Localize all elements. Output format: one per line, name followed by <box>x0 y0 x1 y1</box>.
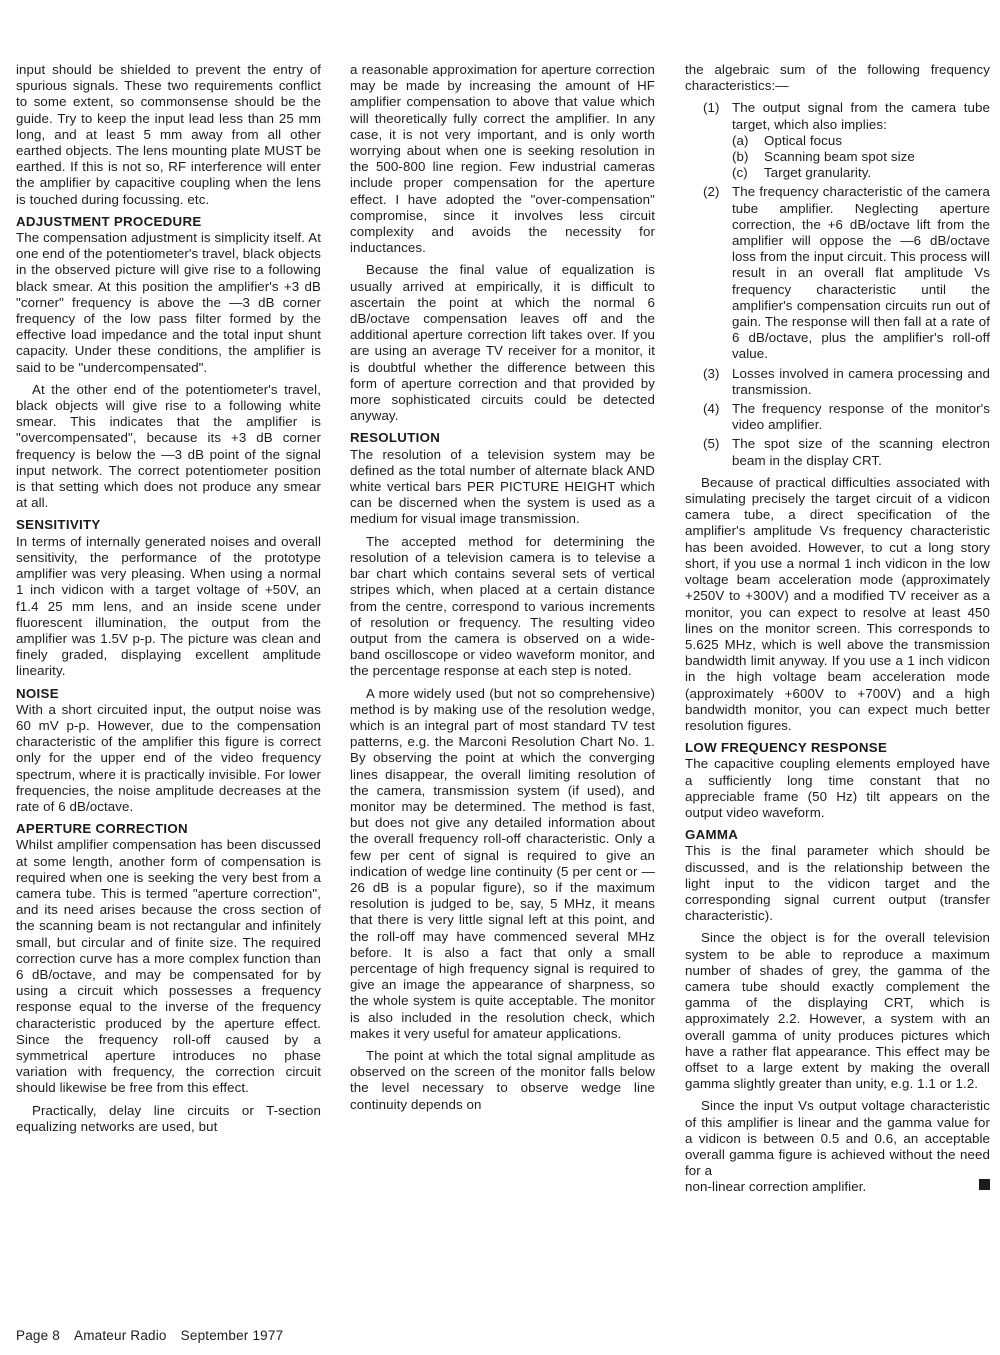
paragraph: a reasonable approximation for aperture correction may be made by increasing the amount of HF amplifier compensation to above that value which will theoretically fully correct the amplifier. In any case, it is not very important, and is only worth worrying about when one is seeking resolution in the 500-800 line region. Few industrial cameras include proper compensation for the aperture effect. I have adopted the "over-compensation" compromise, since it involves less circuit complexity and avoids the necessity for inductances. <box>350 62 655 256</box>
paragraph: At the other end of the potentiometer's travel, black objects will give rise to a following white smear. This indicates that the amplifier is "overcompensated", because its +3 dB corner frequency is below the —3 dB point of the signal input network. The correct potentiometer position is that setting which does not produce any smear at all. <box>16 381 321 511</box>
heading-adjustment-procedure: ADJUSTMENT PROCEDURE <box>16 213 202 229</box>
heading-noise: NOISE <box>16 685 59 701</box>
list-text: The output signal from the camera tube target, which also implies: <box>732 100 990 132</box>
list-item <box>685 436 990 468</box>
sub-text: Scanning beam spot size <box>764 149 915 165</box>
paragraph: Whilst amplifier compensation has been discussed at some length, another form of compensation is required when one is seeking the very best from a camera tube. This is termed "aperture correction", and its need arises because the cross section of the scanning beam is not rectangular and infinitely small, but circular and of finite size. The required correction curve has a more complex function than 6 dB/octave, and may be compensated for by using a circuit which possesses a frequency response equal to the inverse of the frequency characteristic produced by the aperture effect. Since the frequency roll-off caused by a symmetrical aperture introduces no phase variation with frequency, the correction circuit should likewise be free from this effect. <box>16 837 321 1096</box>
final-line <box>685 1179 990 1195</box>
list-number: (3) <box>703 365 720 381</box>
sub-list <box>732 133 990 182</box>
magazine-name: Amateur Radio <box>74 1328 167 1343</box>
list-number: (5) <box>703 436 720 452</box>
column-1 <box>16 62 321 1141</box>
paragraph: the algebraic sum of the following frequency characteristics:— <box>685 62 990 94</box>
heading-gamma: GAMMA <box>685 827 739 843</box>
sub-number: (c) <box>732 165 748 181</box>
frequency-characteristics-list <box>685 100 990 468</box>
list-text: The spot size of the scanning electron beam in the display CRT. <box>732 436 990 468</box>
paragraph: Practically, delay line circuits or T-section equalizing networks are used, but <box>16 1102 321 1134</box>
list-number: (4) <box>703 401 720 417</box>
list-item <box>685 366 990 398</box>
sub-list-item <box>732 165 990 181</box>
list-text: The frequency response of the monitor's video amplifier. <box>732 401 990 433</box>
heading-resolution: RESOLUTION <box>350 430 441 446</box>
heading-sensitivity: SENSITIVITY <box>16 517 101 533</box>
paragraph: This is the final parameter which should be discussed, and is the relationship between the light input to the vidicon target and the corresponding signal current output (transfer characteristic). <box>685 843 990 924</box>
paragraph: The point at which the total signal amplitude as observed on the screen of the monitor falls below the level necessary to observe wedge line continuity depends on <box>350 1047 655 1112</box>
list-item <box>685 401 990 433</box>
paragraph: Because the final value of equalization is usually arrived at empirically, it is difficult to ascertain the point at which the normal 6 dB/octave compensation leaves off and the additional aperture correction lift takes over. If you are using an average TV receiver for a monitor, it is doubtful whether the difference between this form of aperture correction and that provided by more sophisticated circuits could be detected anyway. <box>350 262 655 424</box>
list-text: The frequency characteristic of the camera tube amplifier. Neglecting aperture correction, the +6 dB/octave lift from the amplifier will oppose the —6 dB/octave loss from the input circuit. This process will result in an overall flat amplitude Vs frequency characteristic until the amplifier's compensation circuits run out of gain. The response will then fall at a rate of 6 dB/octave, plus the amplifier's roll-off value. <box>732 184 990 362</box>
heading-aperture-correction: APERTURE CORRECTION <box>16 821 188 837</box>
column-2 <box>350 62 655 1119</box>
paragraph-end: non-linear correction amplifier. <box>685 1179 867 1195</box>
paragraph: A more widely used (but not so comprehensive) method is by making use of the resolution wedge, which is an integral part of most standard TV test patterns, e.g. the Marconi Resolution Chart No. 1. By observing the point at which the converging lines disappear, the overall limiting resolution of the camera, transmission system (if used), and monitor may be determined. The method is fast, but does not give any detailed information about the overall frequency roll-off characteristic. Only a few per cent of signal is required to give an indication of wedge line continuity (5 per cent or —26 dB is a popular figure), so if the maximum resolution is judged to be, say, 5 MHz, it means that there is very little signal left at this point, and the roll-off may have commenced several MHz before. It is also a fact that only a small percentage of high frequency signal is required to give an image the appearance of sharpness, so the whole system is quite acceptable. The monitor is also included in the resolution check, which makes it very useful for amateur applications. <box>350 685 655 1041</box>
paragraph: input should be shielded to prevent the entry of spurious signals. These two requirements conflict to some extent, so commonsense should be the guide. Try to keep the input lead less than 25 mm long, and at least 5 mm away from all other earthed objects. The lens mounting plate MUST be earthed. If this is not so, RF interference will enter the amplifier by capacitive coupling when the lens is touched during focussing. etc. <box>16 62 321 207</box>
sub-number: (b) <box>732 149 749 165</box>
paragraph: With a short circuited input, the output noise was 60 mV p-p. However, due to the compensation characteristic of the amplifier this figure is correct only for the upper end of the video frequency spectrum, where it is practically invisible. For lower frequencies, the noise amplitude decreases at the rate of 6 dB/octave. <box>16 701 321 814</box>
paragraph: Since the input Vs output voltage characteristic of this amplifier is linear and the gamma value for a vidicon is between 0.5 and 0.6, an acceptable overall gamma figure is achieved without the need for a <box>685 1098 990 1179</box>
paragraph: The accepted method for determining the resolution of a television camera is to televise a bar chart which contains several sets of vertical stripes which, when placed at a certain distance from the centre, correspond to various increments of resolution or frequency. The resulting video output from the camera is observed on a wide-band oscilloscope or video waveform monitor, and the percentage response at each step is noted. <box>350 533 655 679</box>
paragraph: In terms of internally generated noises and overall sensitivity, the performance of the prototype amplifier was very pleasing. When using a normal 1 inch vidicon with a target voltage of +50V, an f1.4 25 mm lens, and an inside scene under fluorescent illumination, the output from the amplifier was 1.5V p-p. The picture was clean and finely graded, displaying excellent amplitude linearity. <box>16 533 321 679</box>
list-item <box>685 100 990 181</box>
sub-list-item <box>732 149 990 165</box>
list-text: Losses involved in camera processing and transmission. <box>732 365 990 397</box>
paragraph: The resolution of a television system may be defined as the total number of alternate black AND white vertical bars PER PICTURE HEIGHT which can be discerned when the system is used as a medium for visual image transmission. <box>350 446 655 527</box>
list-number: (2) <box>703 184 720 200</box>
paragraph: The capacitive coupling elements employed have a sufficiently long time constant that no appreciable frame (50 Hz) tilt appears on the output video waveform. <box>685 756 990 820</box>
column-3 <box>685 62 990 1196</box>
sub-list-item <box>732 133 990 149</box>
sub-text: Optical focus <box>764 132 843 148</box>
page-number: Page 8 <box>16 1328 60 1343</box>
paragraph: Since the object is for the overall television system to be able to reproduce a maximum number of shades of grey, the gamma of the camera tube should exactly complement the gamma of the displaying CRT, which is approximately 2.2. However, a system with an overall gamma of unity produces pictures which have a rather flat appearance. This effect may be offset to a large extent by making the overall gamma slightly greater than unity, e.g. 1.1 or 1.2. <box>685 930 990 1092</box>
sub-number: (a) <box>732 132 749 148</box>
heading-low-frequency-response: LOW FREQUENCY RESPONSE <box>685 740 888 756</box>
page-footer <box>16 1328 283 1343</box>
paragraph: The compensation adjustment is simplicity itself. At one end of the potentiometer's travel, black objects in the observed picture will give rise to a following black smear. At this position the amplifier's +3 dB "corner" frequency is above the —3 dB corner frequency of the low pass filter formed by the effective load impedance and the total input shunt capacity. Under these conditions, the amplifier is said to be "undercompensated". <box>16 230 321 375</box>
sub-text: Target granularity. <box>764 165 872 181</box>
list-number: (1) <box>703 100 720 116</box>
paragraph: Because of practical difficulties associated with simulating precisely the target circuit of a vidicon camera tube, a direct specification of the amplifier's amplitude Vs frequency characteristic has been avoided. However, to cut a long story short, if you use a normal 1 inch vidicon in the low voltage beam acceleration mode (approximately +250V to +300V) and a modified TV receiver as a monitor, you can expect to resolve at least 450 lines on the monitor screen. This corresponds to 5.625 MHz, which is well above the transmission bandwidth limit anyway. If you use a 1 inch vidicon in the high voltage beam acceleration mode (approximately +600V to +700V) and a high bandwidth monitor, you can expect much better resolution figures. <box>685 474 990 733</box>
list-item <box>685 184 990 362</box>
end-of-article-mark-icon <box>979 1179 990 1190</box>
issue-date: September 1977 <box>180 1328 284 1343</box>
